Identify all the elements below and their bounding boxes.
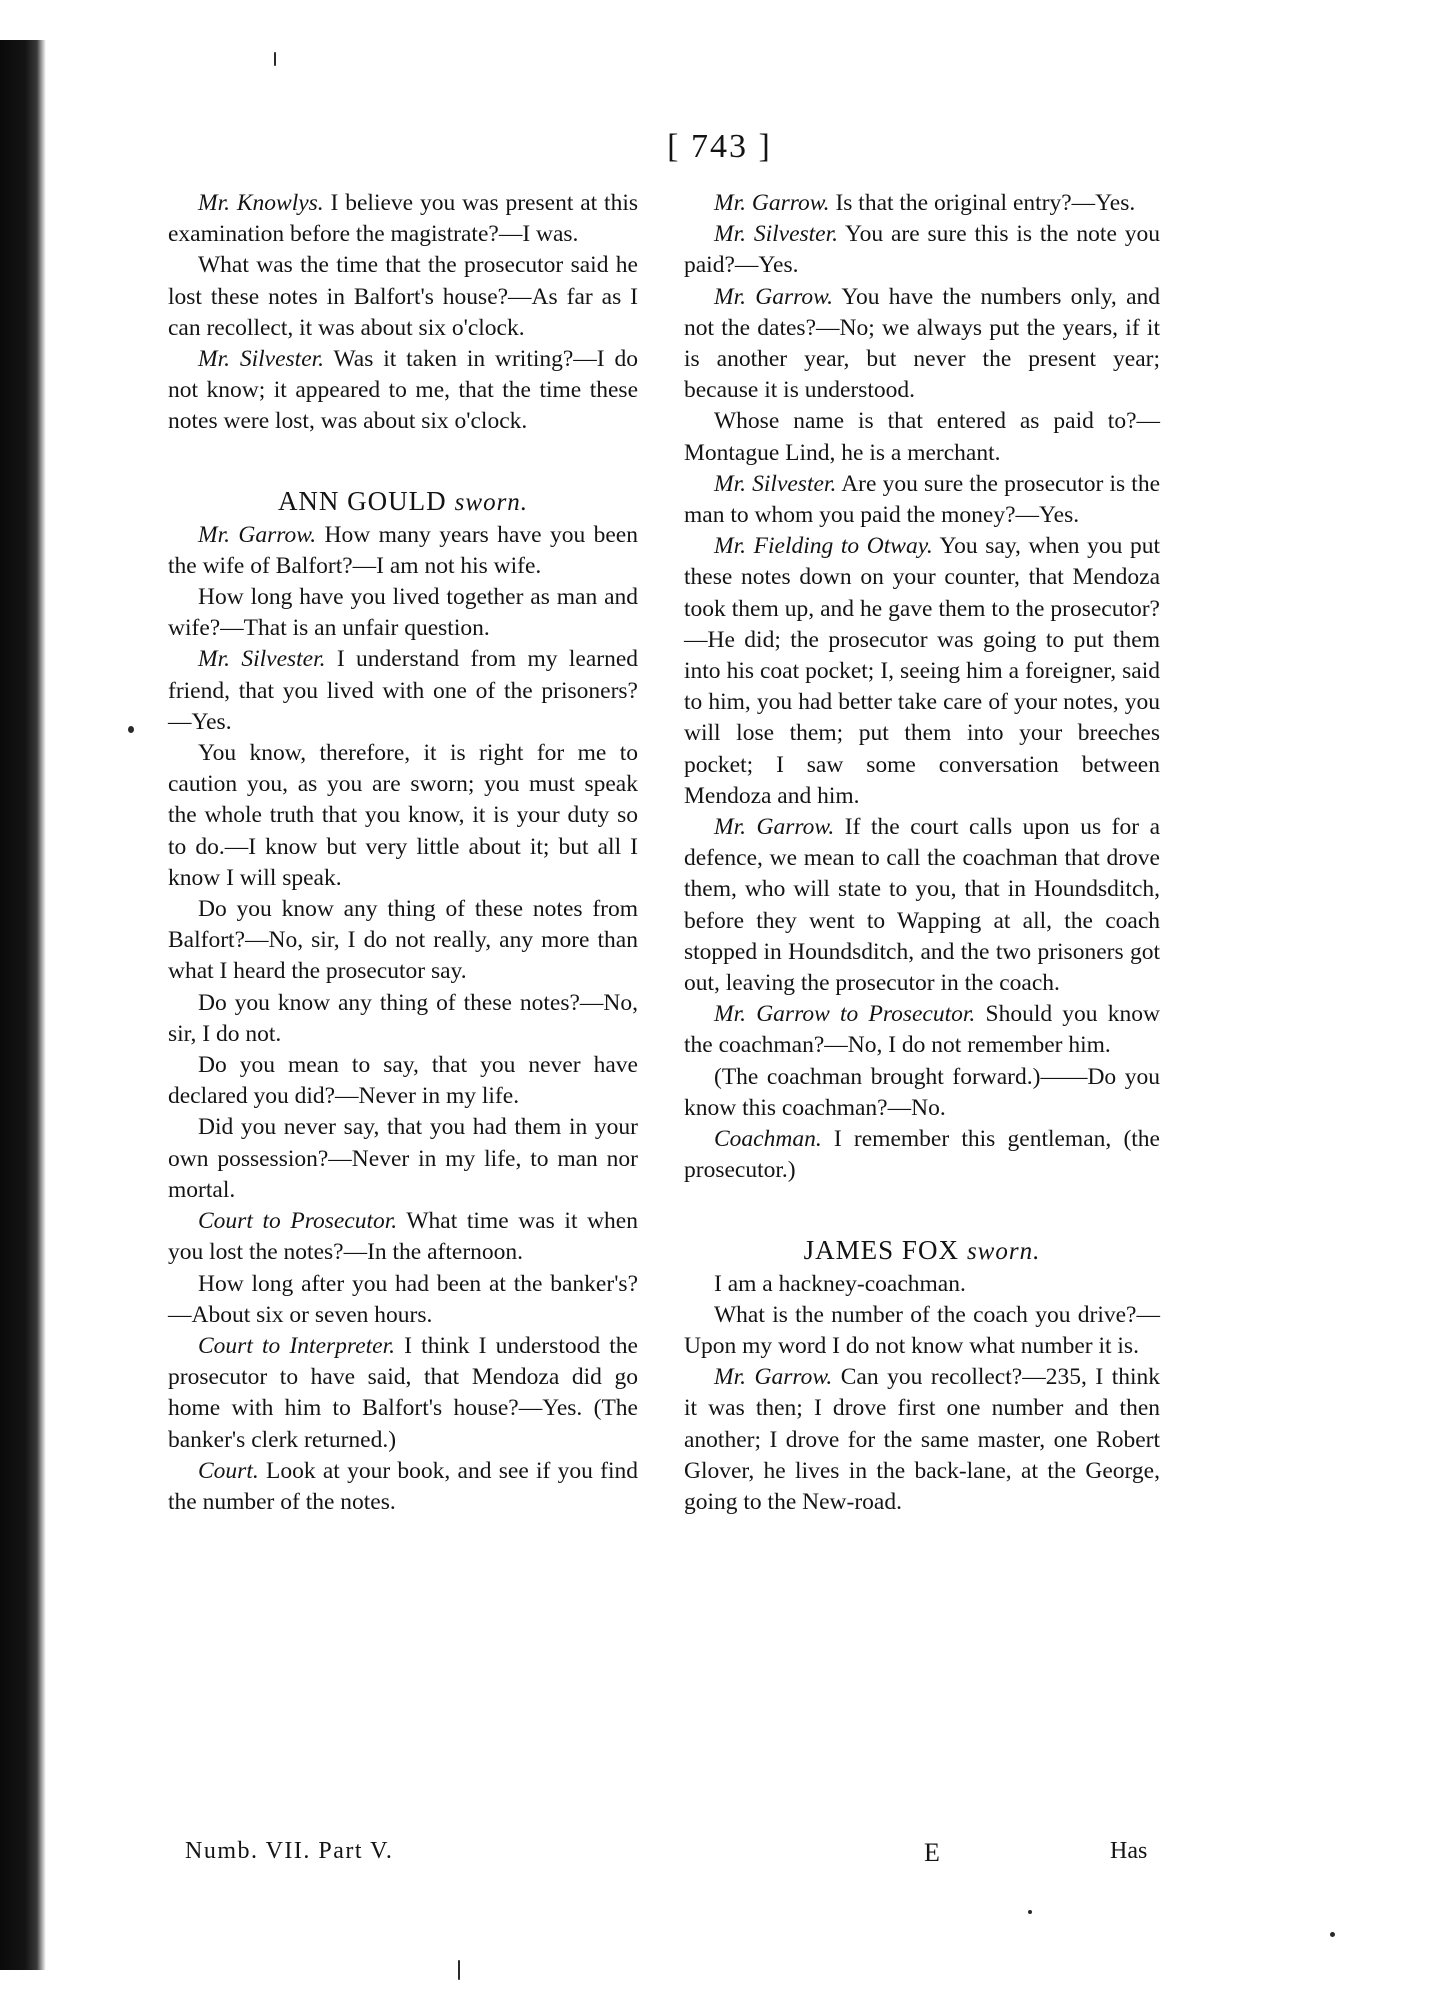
speaker-label: Court to Prosecutor.	[198, 1208, 398, 1235]
speaker-label: Mr. Silvester.	[714, 470, 837, 497]
paragraph-text: Look at your book, and see if you find the number of the notes.	[168, 1457, 638, 1515]
paragraph-text: How many years have you been the wife of Balfort?—I am not his wife.	[168, 521, 638, 579]
paragraph-text: Are you sure the prosecutor is the man to whom you paid the money?—Yes.	[684, 470, 1160, 529]
paragraph	[684, 1300, 1160, 1362]
paragraph	[684, 282, 1160, 407]
signature-line: Numb. VII. Part V.	[185, 1838, 394, 1864]
speaker-label: Court to Interpreter.	[198, 1332, 395, 1359]
speaker-label: Court.	[198, 1457, 259, 1484]
right-column	[684, 188, 1160, 1518]
paragraph	[168, 738, 638, 894]
paragraph	[168, 1456, 638, 1518]
paragraph	[168, 344, 638, 438]
paragraph	[168, 1112, 638, 1206]
paragraph	[684, 219, 1160, 281]
paragraph-text: Was it taken in writing?—I do not know; it appeared to me, that the time these notes were lost, was about six o'clock.	[168, 346, 638, 435]
speaker-label: Mr. Garrow.	[714, 814, 835, 841]
paragraph-text: You know, therefore, it is right for me to caution you, as you are sworn; you must speak the whole truth that you know, it is your duty so to do.—I know but very little about it; but all I know I will speak.	[168, 740, 638, 891]
speaker-label: Mr. Fielding to Otway.	[714, 533, 933, 560]
paragraph	[684, 1124, 1160, 1186]
catchword: Has	[1110, 1838, 1148, 1864]
paragraph-text: If the court calls upon us for a defence, we mean to call the coachman that drove them, who will state to you, that in Houndsditch, before they went to Wapping at all, the coach stopped in Houndsditch, and the two prisoners got out, leaving the prosecutor in the coach.	[684, 814, 1161, 997]
paragraph-text: I am a hackney-coachman.	[714, 1270, 966, 1297]
left-column	[168, 188, 638, 1518]
scan-speck	[458, 1960, 460, 1980]
paragraph-text: I understand from my learned friend, that you lived with one of the prisoners?—Yes.	[168, 646, 639, 735]
paragraph	[168, 894, 638, 988]
paragraph	[168, 1206, 638, 1268]
scan-speck	[1330, 1932, 1335, 1937]
witness-name: ANN GOULD	[277, 485, 447, 516]
speaker-label: Mr. Silvester.	[198, 646, 326, 673]
paragraph	[168, 250, 638, 344]
paragraph-text: Do you mean to say, that you never have declared you did?—Never in my life.	[168, 1052, 638, 1110]
paragraph-text: What was the time that the prosecutor said he lost these notes in Balfort's house?—As far as I can recollect, it was about six o'clock.	[168, 252, 638, 341]
sworn-label: sworn.	[454, 488, 529, 516]
section-heading	[168, 484, 638, 520]
section-heading	[684, 1233, 1160, 1269]
paragraph-text: How long after you had been at the banker's?—About six or seven hours.	[168, 1270, 638, 1328]
paragraph-text: You have the numbers only, and not the dates?—No; we always put the years, if it is another year, but never the present year; because it is understood.	[684, 283, 1161, 404]
paragraph	[168, 582, 638, 644]
paragraph-text: Do you know any thing of these notes?—No, sir, I do not.	[168, 989, 638, 1047]
paragraph-text: I think I understood the prosecutor to have said, that Mendoza did go home with him to Balfort's house?—Yes. (The banker's clerk returned.)	[168, 1332, 638, 1453]
paragraph-text: Do you know any thing of these notes from Balfort?—No, sir, I do not really, any more than what I heard the prosecutor say.	[168, 896, 638, 985]
paragraph	[684, 531, 1160, 812]
witness-name: JAMES FOX	[803, 1234, 959, 1265]
paragraph-text: Can you recollect?—235, I think it was then; I drove first one number and then another; I drove for the same master, one Robert Glover, he lives in the back-lane, at the George, going to the New-road.	[684, 1364, 1161, 1515]
scan-speck	[1028, 1910, 1032, 1914]
speaker-label: Mr. Knowlys.	[198, 190, 324, 216]
paragraph	[684, 1062, 1160, 1124]
paragraph-text: Is that the original entry?—Yes.	[829, 190, 1136, 216]
scan-speck	[128, 726, 134, 733]
paragraph-text: You say, when you put these notes down on your counter, that Mendoza took them up, and he gave them to the prosecutor?—He did; the prosecutor was going to put them into his coat pocket; I, seeing him a foreigner, said to him, you had better take care of your notes, you will lose them; put them into your breeches pocket; I saw some conversation between Mendoza and him.	[684, 533, 1160, 809]
paragraph	[684, 406, 1160, 468]
paragraph	[684, 188, 1160, 219]
paragraph	[168, 188, 638, 250]
page-number: [ 743 ]	[667, 128, 772, 165]
paragraph	[168, 1331, 638, 1456]
paragraph	[684, 1269, 1160, 1300]
paragraph-text: Whose name is that entered as paid to?—Montague Lind, he is a merchant.	[684, 408, 1160, 466]
paragraph	[684, 469, 1160, 531]
signature-mark: E	[924, 1838, 940, 1867]
speaker-label: Coachman.	[714, 1126, 822, 1153]
paragraph-text: You are sure this is the note you paid?—Yes.	[684, 221, 1160, 279]
paragraph	[168, 520, 638, 582]
paragraph	[168, 644, 638, 738]
paragraph	[684, 812, 1160, 999]
paragraph	[168, 988, 638, 1050]
paragraph-text: (The coachman brought forward.)——Do you know this coachman?—No.	[684, 1063, 1160, 1121]
speaker-label: Mr. Garrow.	[198, 521, 317, 548]
paragraph	[168, 1269, 638, 1331]
speaker-label: Mr. Silvester.	[714, 221, 839, 248]
speaker-label: Mr. Garrow.	[714, 190, 830, 216]
paragraph-text: Should you know the coachman?—No, I do not remember him.	[684, 1001, 1160, 1059]
speaker-label: Mr. Garrow to Prosecutor.	[714, 1001, 976, 1028]
speaker-label: Mr. Silvester.	[198, 346, 325, 373]
paragraph-text: Did you never say, that you had them in your own possession?—Never in my life, to man nor mortal.	[168, 1114, 638, 1203]
paragraph	[684, 1362, 1160, 1518]
paragraph	[684, 999, 1160, 1061]
speaker-label: Mr. Garrow.	[714, 1364, 833, 1391]
binding-edge	[0, 40, 46, 1970]
sworn-label: sworn.	[966, 1237, 1041, 1265]
paragraph	[168, 1050, 638, 1112]
paragraph-text: How long have you lived together as man and wife?—That is an unfair question.	[168, 584, 638, 642]
paragraph-text: What time was it when you lost the notes?—In the afternoon.	[168, 1208, 638, 1266]
speaker-label: Mr. Garrow.	[714, 283, 833, 310]
paragraph-text: I remember this gentleman, (the prosecutor.)	[684, 1126, 1160, 1184]
paragraph-text: What is the number of the coach you drive?—Upon my word I do not know what number it is.	[684, 1301, 1160, 1359]
paragraph-text: I believe you was present at this examination before the magistrate?—I was.	[168, 190, 638, 248]
scan-speck	[274, 52, 276, 66]
